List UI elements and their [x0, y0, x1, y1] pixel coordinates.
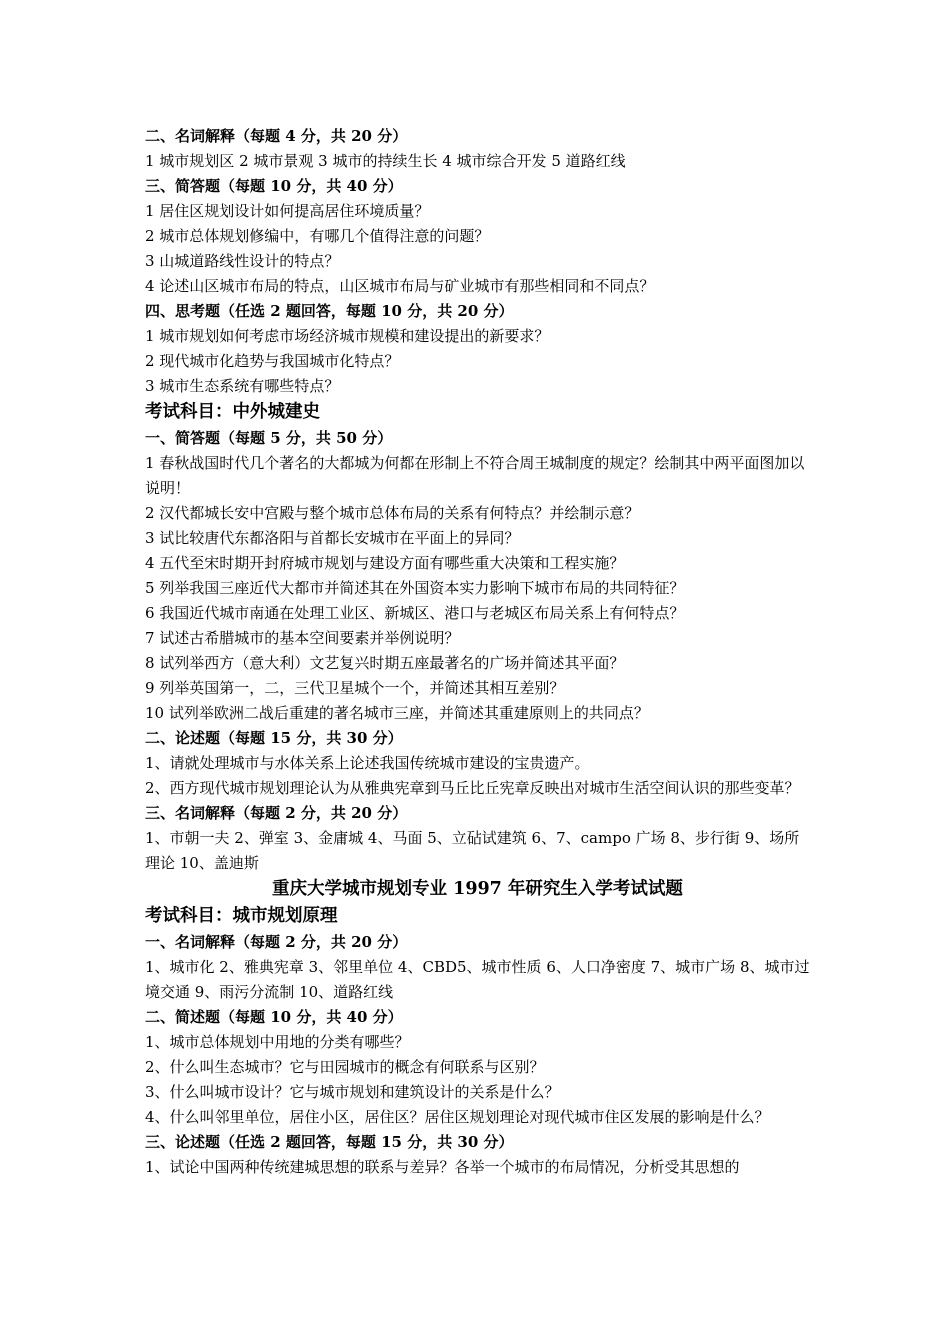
question-line: 1、试论中国两种传统建城思想的联系与差异？各举一个城市的布局情况，分析受其思想的 [145, 1158, 740, 1176]
question-line: 1 春秋战国时代几个著名的大都城为何都在形制上不符合周王城制度的规定？绘制其中两平面图加以说明！ [145, 454, 805, 497]
question-line: 6 我国近代城市南通在处理工业区、新城区、港口与老城区布局关系上有何特点？ [145, 604, 685, 622]
text-line: 1 城市规划区 2 城市景观 3 城市的持续生长 4 城市综合开发 5 道路红线 [145, 152, 626, 170]
section-heading: 一、简答题（每题 5 分，共 50 分） [145, 429, 393, 447]
question-line: 10 试列举欧洲二战后重建的著名城市三座，并简述其重建原则上的共同点？ [145, 704, 649, 722]
section-heading: 三、论述题（任选 2 题回答，每题 15 分，共 30 分） [145, 1133, 514, 1151]
exam-title: 重庆大学城市规划专业 1997 年研究生入学考试试题 [272, 879, 683, 899]
section-heading: 二、名词解释（每题 4 分，共 20 分） [145, 127, 408, 145]
question-line: 1、城市总体规划中用地的分类有哪些？ [145, 1033, 410, 1051]
question-line: 3 城市生态系统有哪些特点？ [145, 377, 340, 395]
question-line: 9 列举英国第一，二，三代卫星城个一个，并简述其相互差别？ [145, 679, 565, 697]
section-heading: 二、论述题（每题 15 分，共 30 分） [145, 729, 403, 747]
section-heading: 一、名词解释（每题 2 分，共 20 分） [145, 933, 408, 951]
question-line: 3 山城道路线性设计的特点？ [145, 252, 340, 270]
question-line: 2 城市总体规划修编中，有哪几个值得注意的问题？ [145, 227, 490, 245]
section-heading: 三、名词解释（每题 2 分，共 20 分） [145, 804, 408, 822]
question-line: 2 汉代都城长安中宫殿与整个城市总体布局的关系有何特点？并绘制示意？ [145, 504, 640, 522]
question-line: 1 城市规划如何考虑市场经济城市规模和建设提出的新要求？ [145, 327, 550, 345]
question-line: 7 试述古希腊城市的基本空间要素并举例说明？ [145, 629, 460, 647]
question-line: 4、什么叫邻里单位，居住小区，居住区？居住区规划理论对现代城市住区发展的影响是什么？ [145, 1108, 770, 1126]
question-line: 1 居住区规划设计如何提高居住环境质量？ [145, 202, 430, 220]
question-line: 2、西方现代城市规划理论认为从雅典宪章到马丘比丘宪章反映出对城市生活空间认识的那些变革？ [145, 779, 800, 797]
section-heading: 二、简述题（每题 10 分，共 40 分） [145, 1008, 403, 1026]
question-line: 3、什么叫城市设计？它与城市规划和建筑设计的关系是什么？ [145, 1083, 560, 1101]
question-line: 4 五代至宋时期开封府城市规划与建设方面有哪些重大决策和工程实施？ [145, 554, 625, 572]
document-page [145, 124, 810, 1180]
text-line: 1、城市化 2、雅典宪章 3、邻里单位 4、CBD5、城市性质 6、人口净密度 7、城市广场 8、城市过境交通 9、雨污分流制 10、道路红线 [145, 958, 810, 1001]
question-line: 5 列举我国三座近代大都市并简述其在外国资本实力影响下城市布局的共同特征？ [145, 579, 685, 597]
section-heading: 三、简答题（每题 10 分，共 40 分） [145, 177, 403, 195]
question-line: 3 试比较唐代东都洛阳与首都长安城市在平面上的异同？ [145, 529, 520, 547]
question-line: 1、请就处理城市与水体关系上论述我国传统城市建设的宝贵遗产。 [145, 754, 590, 772]
section-heading: 四、思考题（任选 2 题回答，每题 10 分，共 20 分） [145, 302, 514, 320]
question-line: 4 论述山区城市布局的特点，山区城市布局与矿业城市有那些相同和不同点？ [145, 277, 655, 295]
text-line: 1、市朝一夫 2、弹室 3、金庸城 4、马面 5、立砧试建筑 6、7、campo 广场 8、步行街 9、场所理论 10、盖迪斯 [145, 829, 800, 872]
subject-title: 考试科目：中外城建史 [145, 402, 320, 422]
question-line: 2 现代城市化趋势与我国城市化特点？ [145, 352, 400, 370]
question-line: 8 试列举西方（意大利）文艺复兴时期五座最著名的广场并简述其平面？ [145, 654, 625, 672]
subject-title: 考试科目：城市规划原理 [145, 906, 338, 926]
question-line: 2、什么叫生态城市？它与田园城市的概念有何联系与区别？ [145, 1058, 545, 1076]
